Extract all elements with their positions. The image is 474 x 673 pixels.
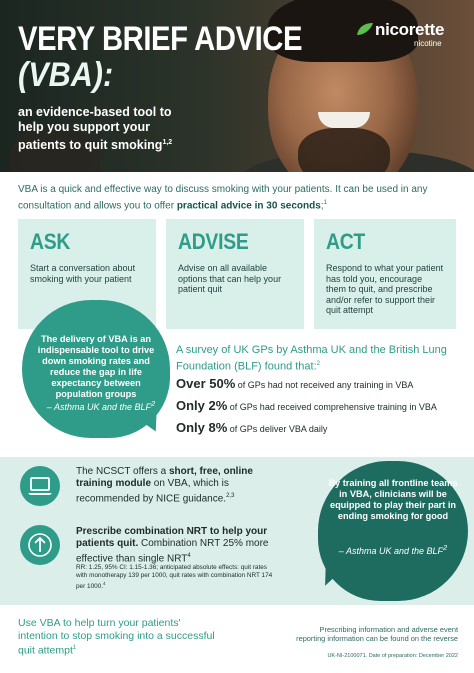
laptop-icon	[20, 466, 60, 506]
card-heading: ASK	[30, 229, 71, 254]
quote-citation-ref: 2	[151, 399, 156, 408]
stat-text: of GPs deliver VBA daily	[227, 424, 328, 434]
nrt-footnote	[76, 564, 276, 591]
stat-value: Over 50%	[176, 376, 236, 391]
card-heading: ACT	[326, 229, 366, 254]
intro-bold: practical advice in 30 seconds	[176, 199, 321, 211]
card-body: Respond to what your patient has told you, encourage them to quit, and prescribe and/or refer to support their quit attempt	[326, 263, 444, 315]
card-act	[314, 219, 456, 329]
arrow-up-icon-circle	[20, 525, 60, 565]
intro-paragraph	[18, 183, 458, 212]
brand-name: nicorette	[375, 20, 445, 39]
footer-job-code: UK-NI-2100071. Date of preparation: December 2022	[327, 653, 458, 659]
laptop-icon-circle	[20, 466, 60, 506]
ncsct-pre: The NCSCT offers a	[76, 466, 169, 477]
nrt-paragraph	[76, 526, 276, 565]
nrt-footnote-text: RR: 1.25, 95% CI: 1.15-1.36; anticipated absolute effects: quit rates with monotherapy 139 per 1000, quit rates with combination NRT 174 per 1000.	[76, 564, 273, 591]
hero-description	[18, 105, 198, 153]
card-body: Start a conversation about smoking with your patient	[30, 263, 136, 284]
stat-text: of GPs had received comprehensive training in VBA	[227, 402, 437, 412]
nrt-bold: Prescribe combination NRT to help your patients quit.	[76, 526, 268, 549]
ncsct-ref: 2,3	[226, 493, 235, 499]
survey-heading-ref: 2	[316, 360, 320, 367]
footer-tagline-ref: 1	[72, 645, 77, 651]
intro-text: VBA is a quick and effective way to discuss smoking with your patients. It can be used in any consultation and allows you to offer	[18, 184, 428, 211]
card-heading: ADVISE	[178, 229, 249, 254]
quote-text: The delivery of VBA is an indispensable tool to drive down smoking rates and reduce the gap in life expectancy between population groups	[37, 334, 155, 399]
hero-banner	[0, 0, 474, 172]
page-title: VERY BRIEF ADVICE	[18, 20, 303, 58]
survey-stat	[176, 376, 462, 391]
nrt-footnote-ref: 4	[103, 581, 106, 586]
nrt-ref: 4	[187, 553, 191, 559]
quote-citation	[46, 399, 156, 413]
intro-ref: 1	[323, 199, 327, 206]
arrow-up-icon	[20, 525, 60, 565]
survey-stat	[176, 420, 462, 435]
page-subtitle: (VBA):	[18, 56, 114, 94]
hero-photo-smile	[318, 112, 370, 128]
survey-stat	[176, 398, 462, 413]
quote-citation-ref: 2	[443, 543, 448, 552]
ncsct-paragraph	[76, 466, 276, 505]
hero-description-text: an evidence-based tool to help you support your patients to quit smoking	[18, 105, 172, 153]
footer-tagline	[18, 617, 218, 657]
footer-prescribing-info: Prescribing information and adverse event reporting information can be found on the reverse	[296, 625, 458, 643]
hero-photo-beard	[298, 128, 390, 172]
footer-tagline-text: Use VBA to help turn your patients' intention to stop smoking into a successful quit attempt	[18, 617, 215, 657]
stat-text: of GPs had not received any training in VBA	[235, 380, 414, 390]
ncsct-post: on VBA, which is recommended by NICE guidance.	[76, 478, 229, 505]
intro-end: ;	[320, 199, 324, 211]
quote-text: By training all frontline teams in VBA, clinicians will be equipped to play their part in ending smoking for good	[328, 478, 458, 521]
hero-description-ref: 1,2	[162, 139, 173, 146]
card-body: Advise on all available options that can help your patient quit	[178, 263, 282, 294]
quote-citation	[334, 543, 452, 557]
stat-value: Only 2%	[176, 398, 228, 413]
stat-value: Only 8%	[176, 420, 228, 435]
leaf-icon	[356, 22, 374, 36]
quote-citation-text: – Asthma UK and the BLF	[46, 402, 152, 412]
ncsct-bold: short, free, online training module	[76, 466, 253, 489]
survey-heading	[176, 344, 458, 374]
brand-tag: nicotine	[414, 39, 442, 48]
card-advise	[166, 219, 304, 329]
quote-citation-text: – Asthma UK and the BLF	[338, 546, 444, 556]
survey-heading-text: A survey of UK GPs by Asthma UK and the British Lung Foundation (BLF) found that:	[176, 344, 447, 373]
nrt-post: Combination NRT 25% more effective than single NRT	[76, 538, 269, 565]
